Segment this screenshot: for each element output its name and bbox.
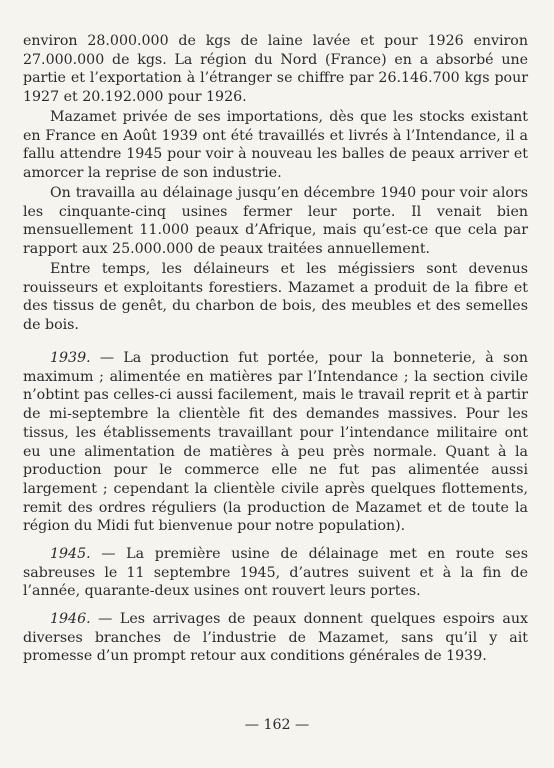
- year-heading-1946: 1946.: [50, 611, 91, 627]
- year-heading-1939: 1939.: [50, 350, 91, 366]
- paragraph-1946: [23, 610, 528, 666]
- paragraph-1945: [23, 545, 528, 601]
- paragraph-continuation: environ 28.000.000 de kgs de laine lavée et pour 1926 environ 27.000.000 de kgs. La région du Nord (France) en a absorbé une partie et l’exportation à l’étranger se chiffre par 26.146.700 kgs pour 1927 et 20.192.000 pour 1926.: [23, 33, 528, 106]
- paragraph-1939: [23, 349, 528, 536]
- paragraph-delainage-1940: On travailla au délainage jusqu’en décembre 1940 pour voir alors les cinquante-cinq usines fermer leur porte. Il venait bien mensuellement 11.000 peaux d’Afrique, mais qu’est-ce que cela par rapport aux 25.000.000 de peaux traitées annuellement.: [23, 185, 528, 258]
- page-number: — 162 —: [244, 717, 310, 733]
- year-heading-1945: 1945.: [50, 546, 91, 562]
- paragraph-1945-text: — La première usine de délainage met en route ses sabreuses le 11 septembre 1945, d’autres suivent et à la fin de l’année, quarante-deux usines ont rouvert leurs portes.: [23, 546, 528, 600]
- paragraph-entre-temps: Entre temps, les délaineurs et les mégissiers sont devenus rouisseurs et exploitants forestiers. Mazamet a produit de la fibre et des tissus de genêt, du charbon de bois, des meubles et des semelles de bois.: [23, 261, 528, 334]
- paragraph-1946-text: — Les arrivages de peaux donnent quelques espoirs aux diverses branches de l’industrie de Mazamet, sans qu’il y ait promesse d’un prompt retour aux conditions générales de 1939.: [23, 611, 528, 665]
- paragraph-mazamet-privee: Mazamet privée de ses importations, dès que les stocks existant en France en Août 1939 ont été travaillés et livrés à l’Intendance, il a fallu attendre 1945 pour voir à nouveau les balles de peaux arriver et amorcer la reprise de son industrie.: [23, 109, 528, 182]
- paragraph-1939-text: — La production fut portée, pour la bonneterie, à son maximum ; alimentée en matières par l’Intendance ; la section civile n’obtint pas celles-ci aussi facilement, mais le travail reprit et à partir de mi-septembre la clientèle fit des demandes massives. Pour les tissus, les établissements travaillant pour l’intendance militaire ont eu une alimentation de matières à peu près normale. Quant à la production pour le commerce elle ne fut pas alimentée aussi largement ; cependant la clientèle civile après quelques flottements, remit des ordres réguliers (la production de Mazamet et de toute la région du Midi fut bienvenue pour notre population).: [23, 350, 528, 535]
